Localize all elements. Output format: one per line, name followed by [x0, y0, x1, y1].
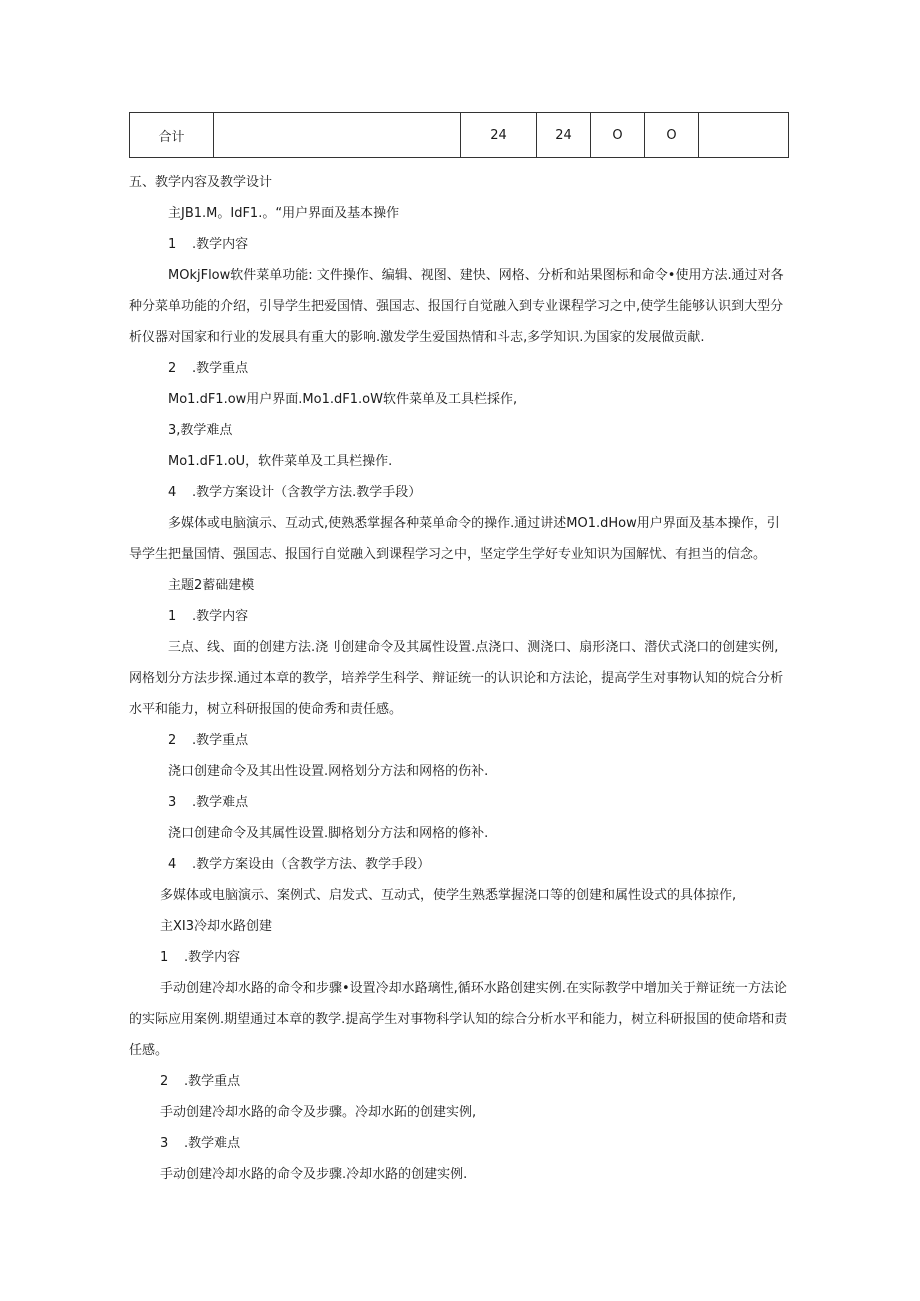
topic-1-key-points-heading	[168, 359, 248, 379]
topic-2-key-points-heading	[168, 731, 248, 751]
item-label: .教学内容	[184, 950, 241, 965]
topic-2-difficulties-heading	[168, 793, 248, 813]
topic-2-plan-heading	[168, 855, 430, 875]
topic-2-title: 主题2蓄础建模	[168, 578, 255, 593]
paragraph-line: 三点、线、面的创建方法.浇刂创建命令及其属性设置.点浇口、测浇口、扇形浇口、潜伏式浇口的创建实例,	[168, 640, 779, 655]
item-number: 3	[168, 795, 177, 810]
item-label: .教学内容	[192, 609, 249, 624]
theory-hours-cell: 24	[537, 113, 591, 158]
paragraph-line: 导学生把量国情、强国志、报国行自觉融入到课程学习之中，坚定学生学好专业知识为国解忧、有担当的信念。	[129, 547, 767, 562]
paragraph-line: MOkjFlow软件菜单功能: 文件操作、编辑、视图、建快、网格、分析和站果图标和命令•使用方法.通过对各	[168, 268, 784, 283]
topic-1-content-heading	[168, 235, 248, 255]
item-number: 3	[160, 1136, 169, 1151]
item-label: .教学重点	[192, 733, 249, 748]
paragraph-line: 手动创建冷却水路的命令及步骤.冷却水路的创建实例.	[160, 1167, 468, 1182]
total-label-cell: 合计	[130, 113, 214, 158]
item-number: 2	[168, 361, 177, 376]
remark-cell	[699, 113, 789, 158]
item-label: .教学重点	[192, 361, 249, 376]
paragraph-line: 多媒体或电脑演示、互动式,使熟悉掌握各种菜单命令的操作.通过讲述MO1.dHow用户界面及基本操作，引	[168, 516, 780, 531]
topic-1-difficulties-heading: 3,教学难点	[168, 423, 233, 438]
empty-cell	[214, 113, 461, 158]
paragraph-line: 手动创建冷却水路的命令和步骤•设置冷却水路璃性,循环水路创建实例.在实际教学中增加关于辩证统一方法论	[160, 981, 787, 996]
paragraph-line: 浇口创建命令及其出性设置.网格划分方法和网格的伤补.	[168, 764, 489, 779]
item-label: .教学难点	[192, 795, 249, 810]
topic-2-content-heading	[168, 607, 248, 627]
paragraph-line: Mo1.dF1.ow用户界面.Mo1.dF1.oW软件菜单及工具栏採作,	[168, 392, 518, 407]
topic-3-content-heading	[160, 948, 240, 968]
item-number: 2	[160, 1074, 169, 1089]
item-label: .教学重点	[184, 1074, 241, 1089]
section-heading: 五、教学内容及教学设计	[129, 175, 273, 190]
paragraph-line: 网格划分方法步探.通过本章的教学，培养学生科学、辩证统一的认识论和方法论，提高学生对事物认知的烷合分析	[129, 671, 784, 686]
item-number: 2	[168, 733, 177, 748]
item-label: .教学难点	[184, 1136, 241, 1151]
topic-1-plan-heading	[168, 483, 421, 503]
item-label: .教学方案设计（含教学方法.教学手段）	[192, 485, 422, 500]
topic-3-key-points-heading	[160, 1072, 240, 1092]
item-number: 4	[168, 485, 177, 500]
paragraph-line: 水平和能力，树立科研报国的使命秀和责任感。	[129, 702, 403, 717]
paragraph-line: 任感。	[129, 1043, 169, 1058]
other-hours-cell: O	[645, 113, 699, 158]
item-number: 1	[160, 950, 169, 965]
item-label: .教学内容	[192, 237, 249, 252]
paragraph-line: 种分菜单功能的介绍，引导学生把爱国情、强国志、报国行自觉融入到专业课程学习之中,使学生能够认识到大型分	[129, 299, 784, 314]
topic-3-difficulties-heading	[160, 1134, 240, 1154]
paragraph-line: 析仪器对国家和行业的发展具有重大的影响.激发学生爱国热情和斗志,多学知识.为国家的发展做贡献.	[129, 330, 705, 345]
item-number: 4	[168, 857, 177, 872]
summary-table	[129, 112, 789, 158]
topic-1-title: 主JB1.M。IdF1.。“用户界面及基本操作	[168, 206, 400, 221]
paragraph-line: 的实际应用案例.期望通过本章的教学.提高学生对事物科学认知的综合分析水平和能力，树立科研报国的使命塔和责	[129, 1012, 788, 1027]
paragraph-line: Mo1.dF1.oU，软件菜单及工具栏操作.	[168, 454, 393, 469]
table-row-total	[130, 113, 789, 158]
topic-3-title: 主XI3冷却水路创建	[160, 919, 273, 934]
item-label: .教学方案设由（含教学方法、教学手段）	[192, 857, 431, 872]
item-number: 1	[168, 237, 177, 252]
item-number: 1	[168, 609, 177, 624]
paragraph-line: 手动创建冷却水路的命令及步骤。冷却水跖的创建实例,	[160, 1105, 477, 1120]
hours-total-cell: 24	[461, 113, 537, 158]
practice-hours-cell: O	[591, 113, 645, 158]
paragraph-line: 多媒体或电脑演示、案例式、启发式、互动式，使学生熟悉掌握浇口等的创建和属性设式的具体掠作,	[160, 888, 737, 903]
paragraph-line: 浇口创建命令及其属性设置.脚格划分方法和网格的修补.	[168, 826, 489, 841]
